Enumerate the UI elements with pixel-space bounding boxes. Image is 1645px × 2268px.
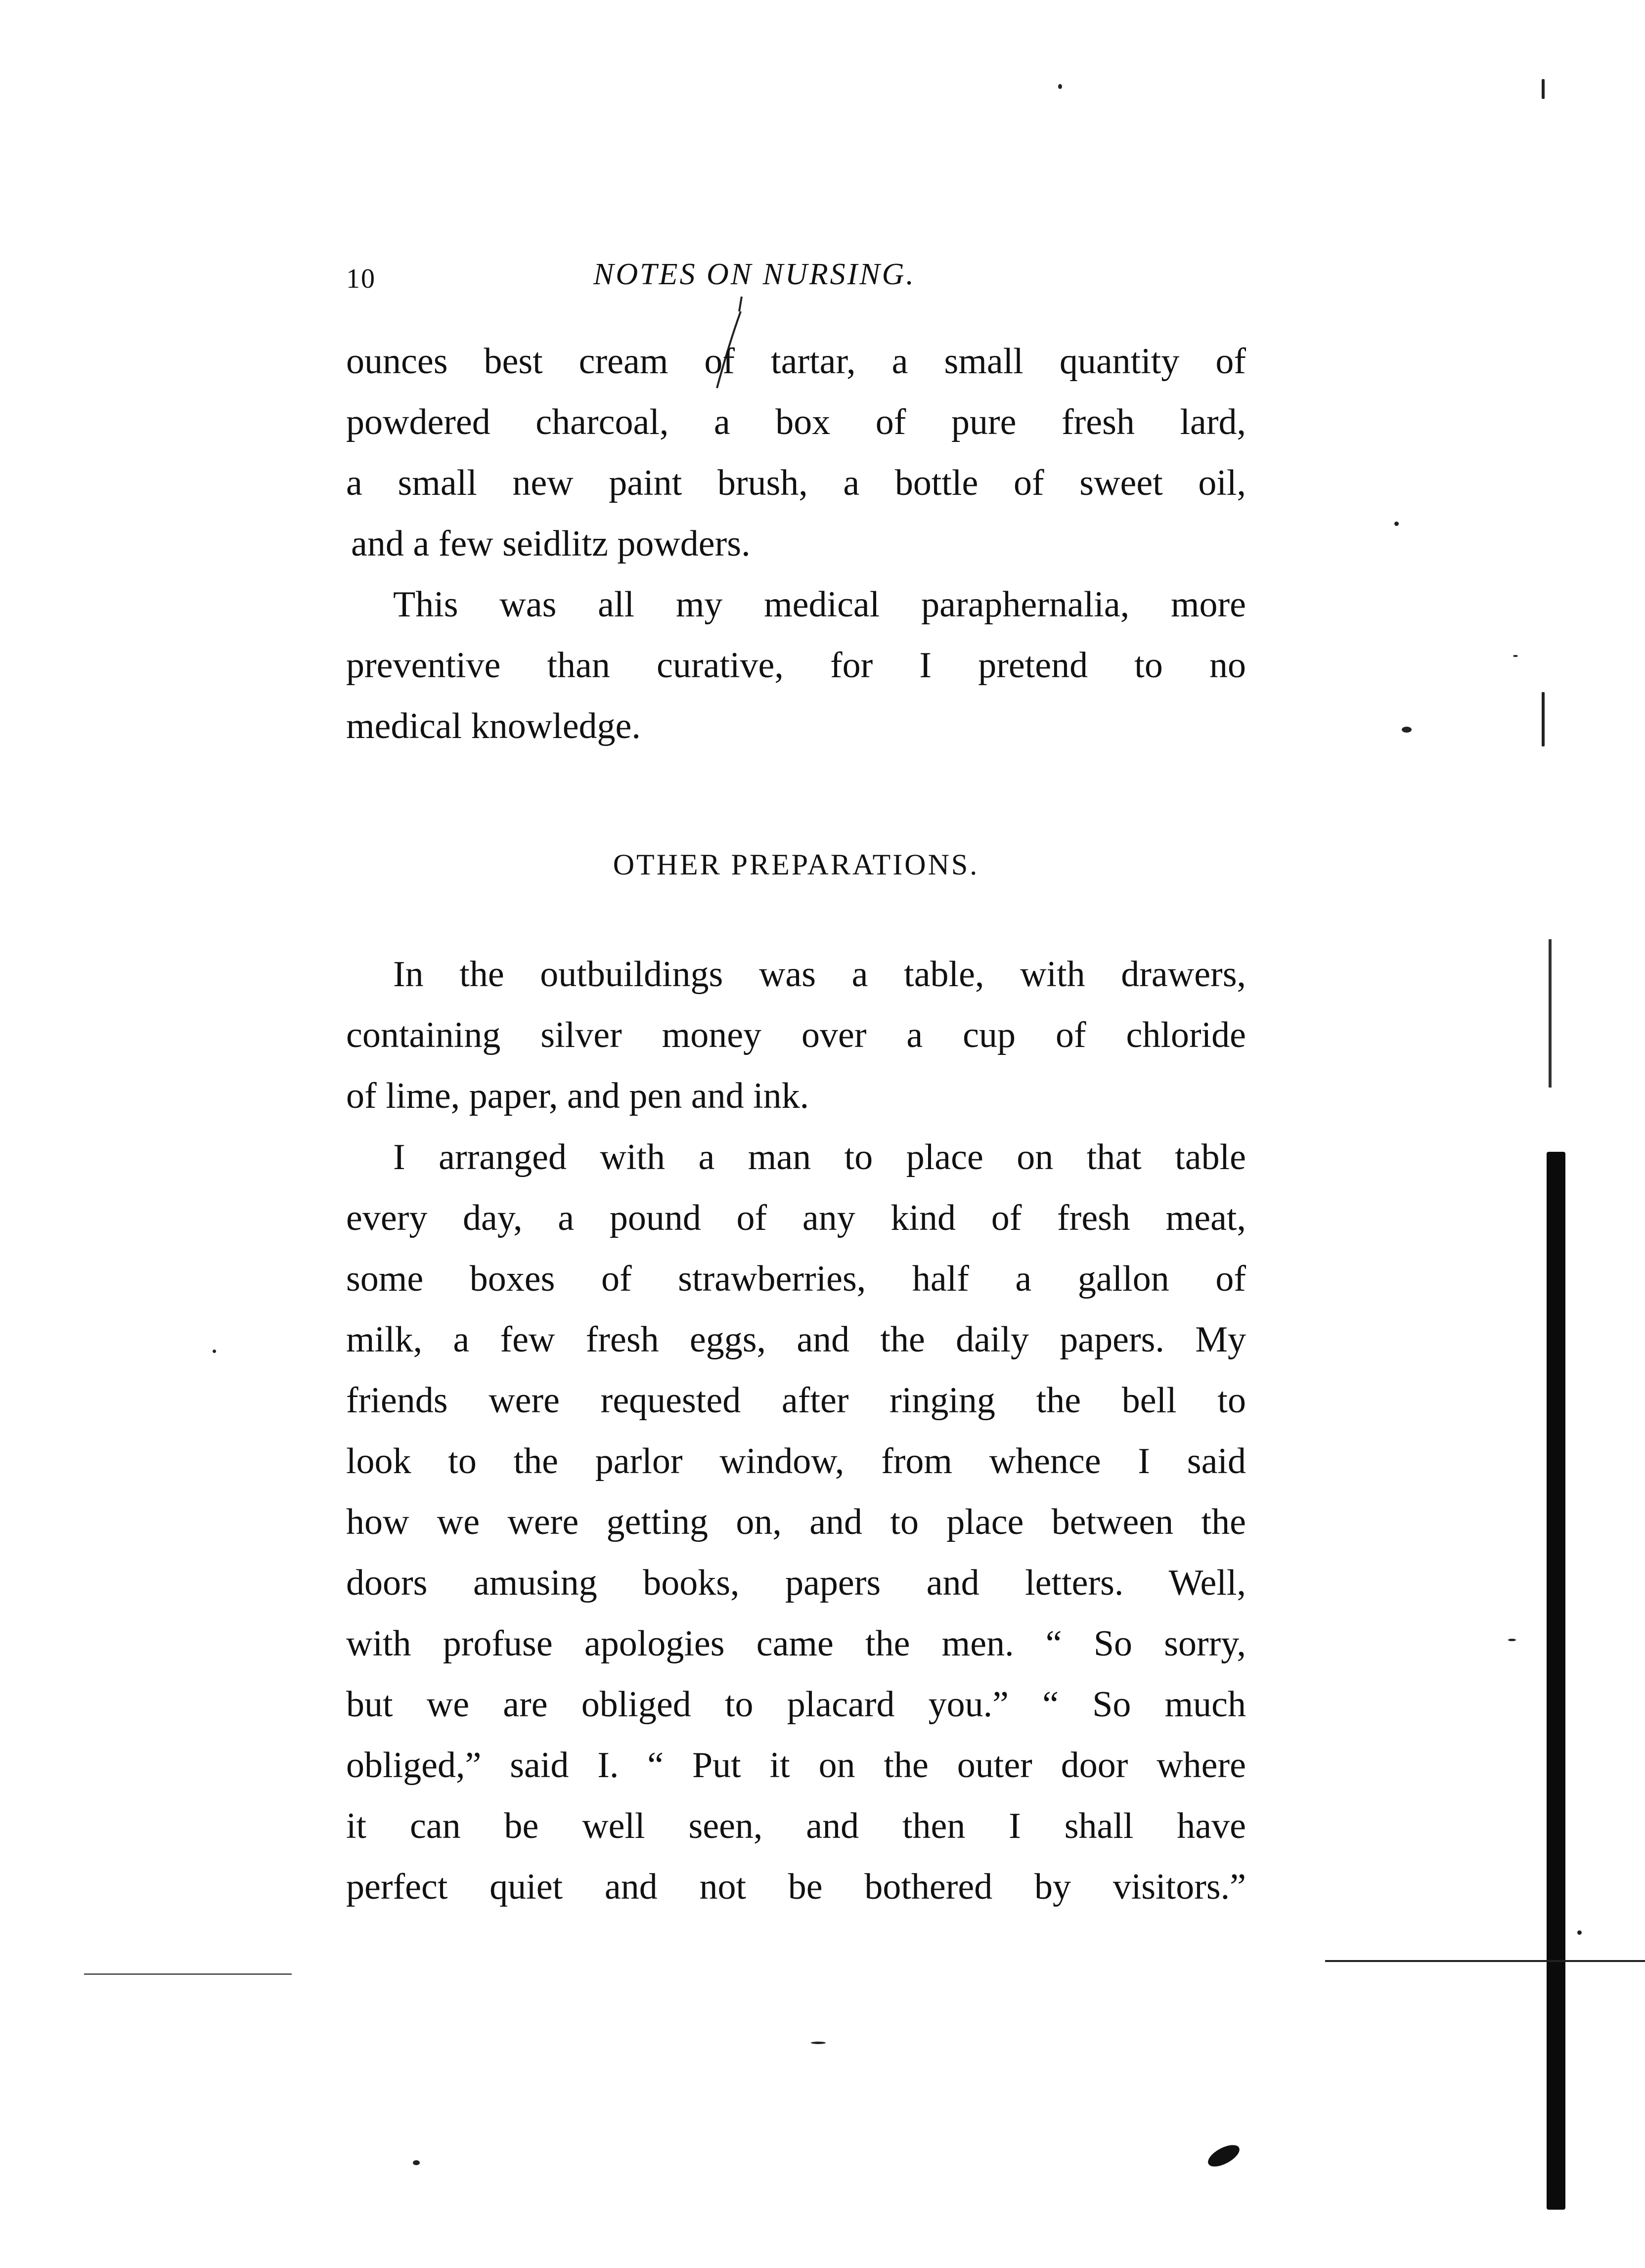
scan-edge-bar: [1547, 1152, 1565, 2210]
text-line: I arranged with a man to place on that table: [393, 1137, 1246, 1178]
scan-speck: [1513, 655, 1518, 657]
text-line: of lime, paper, and pen and ink.: [346, 1076, 809, 1116]
running-title: NOTES ON NURSING.: [593, 258, 916, 291]
paragraph-2: [346, 574, 1246, 757]
text-line: how we were getting on, and to place between the: [346, 1502, 1246, 1542]
text-line: with profuse apologies came the men. “ So sorry,: [346, 1623, 1246, 1664]
scan-speck: [1542, 79, 1545, 99]
section-heading: OTHER PREPARATIONS.: [613, 848, 979, 881]
scan-speck: [1402, 727, 1412, 733]
scan-speck: [811, 2042, 826, 2044]
text-line: look to the parlor window, from whence I said: [346, 1441, 1246, 1482]
text-line: doors amusing books, papers and letters. Well,: [346, 1563, 1246, 1603]
text-line: preventive than curative, for I pretend to no: [346, 645, 1246, 686]
text-line: medical knowledge.: [346, 706, 641, 746]
text-line: containing silver money over a cup of chloride: [346, 1015, 1246, 1055]
scan-speck: [413, 2160, 420, 2165]
text-line: but we are obliged to placard you.” “ So much: [346, 1684, 1246, 1725]
text-line: it can be well seen, and then I shall have: [346, 1806, 1246, 1846]
text-line: a small new paint brush, a bottle of sweet oil,: [346, 463, 1246, 503]
ink-blot: [1205, 2140, 1243, 2171]
scan-speck: [1508, 1639, 1516, 1641]
text-line: This was all my medical paraphernalia, more: [393, 584, 1246, 625]
scan-speck: [1394, 522, 1399, 526]
text-line: friends were requested after ringing the bell to: [346, 1380, 1246, 1421]
text-line: perfect quiet and not be bothered by visitors.”: [346, 1867, 1246, 1907]
paragraph-3: [346, 944, 1246, 1127]
text-line: In the outbuildings was a table, with drawers,: [393, 954, 1246, 995]
scan-rule-right: [1325, 1960, 1645, 1962]
text-line: milk, a few fresh eggs, and the daily papers. My: [346, 1319, 1246, 1360]
scan-speck: [1542, 692, 1545, 746]
text-line: obliged,” said I. “ Put it on the outer door where: [346, 1745, 1246, 1786]
text-line: some boxes of strawberries, half a gallon of: [346, 1259, 1246, 1299]
scan-speck: [213, 1350, 216, 1353]
text-line: powdered charcoal, a box of pure fresh lard,: [346, 402, 1246, 442]
page-number: 10: [346, 263, 376, 294]
scan-edge-line: [1549, 939, 1552, 1088]
text-line: ounces best cream of tartar, a small quantity of: [346, 341, 1246, 382]
paragraph-1: [346, 331, 1246, 574]
scan-speck: [1058, 84, 1062, 89]
text-line: and a few seidlitz powders.: [351, 523, 751, 564]
paragraph-4: [346, 1127, 1246, 1918]
text-line: every day, a pound of any kind of fresh meat,: [346, 1198, 1246, 1238]
running-head: [346, 257, 1236, 302]
scan-rule-left: [84, 1973, 292, 1975]
scan-speck: [1577, 1930, 1582, 1935]
